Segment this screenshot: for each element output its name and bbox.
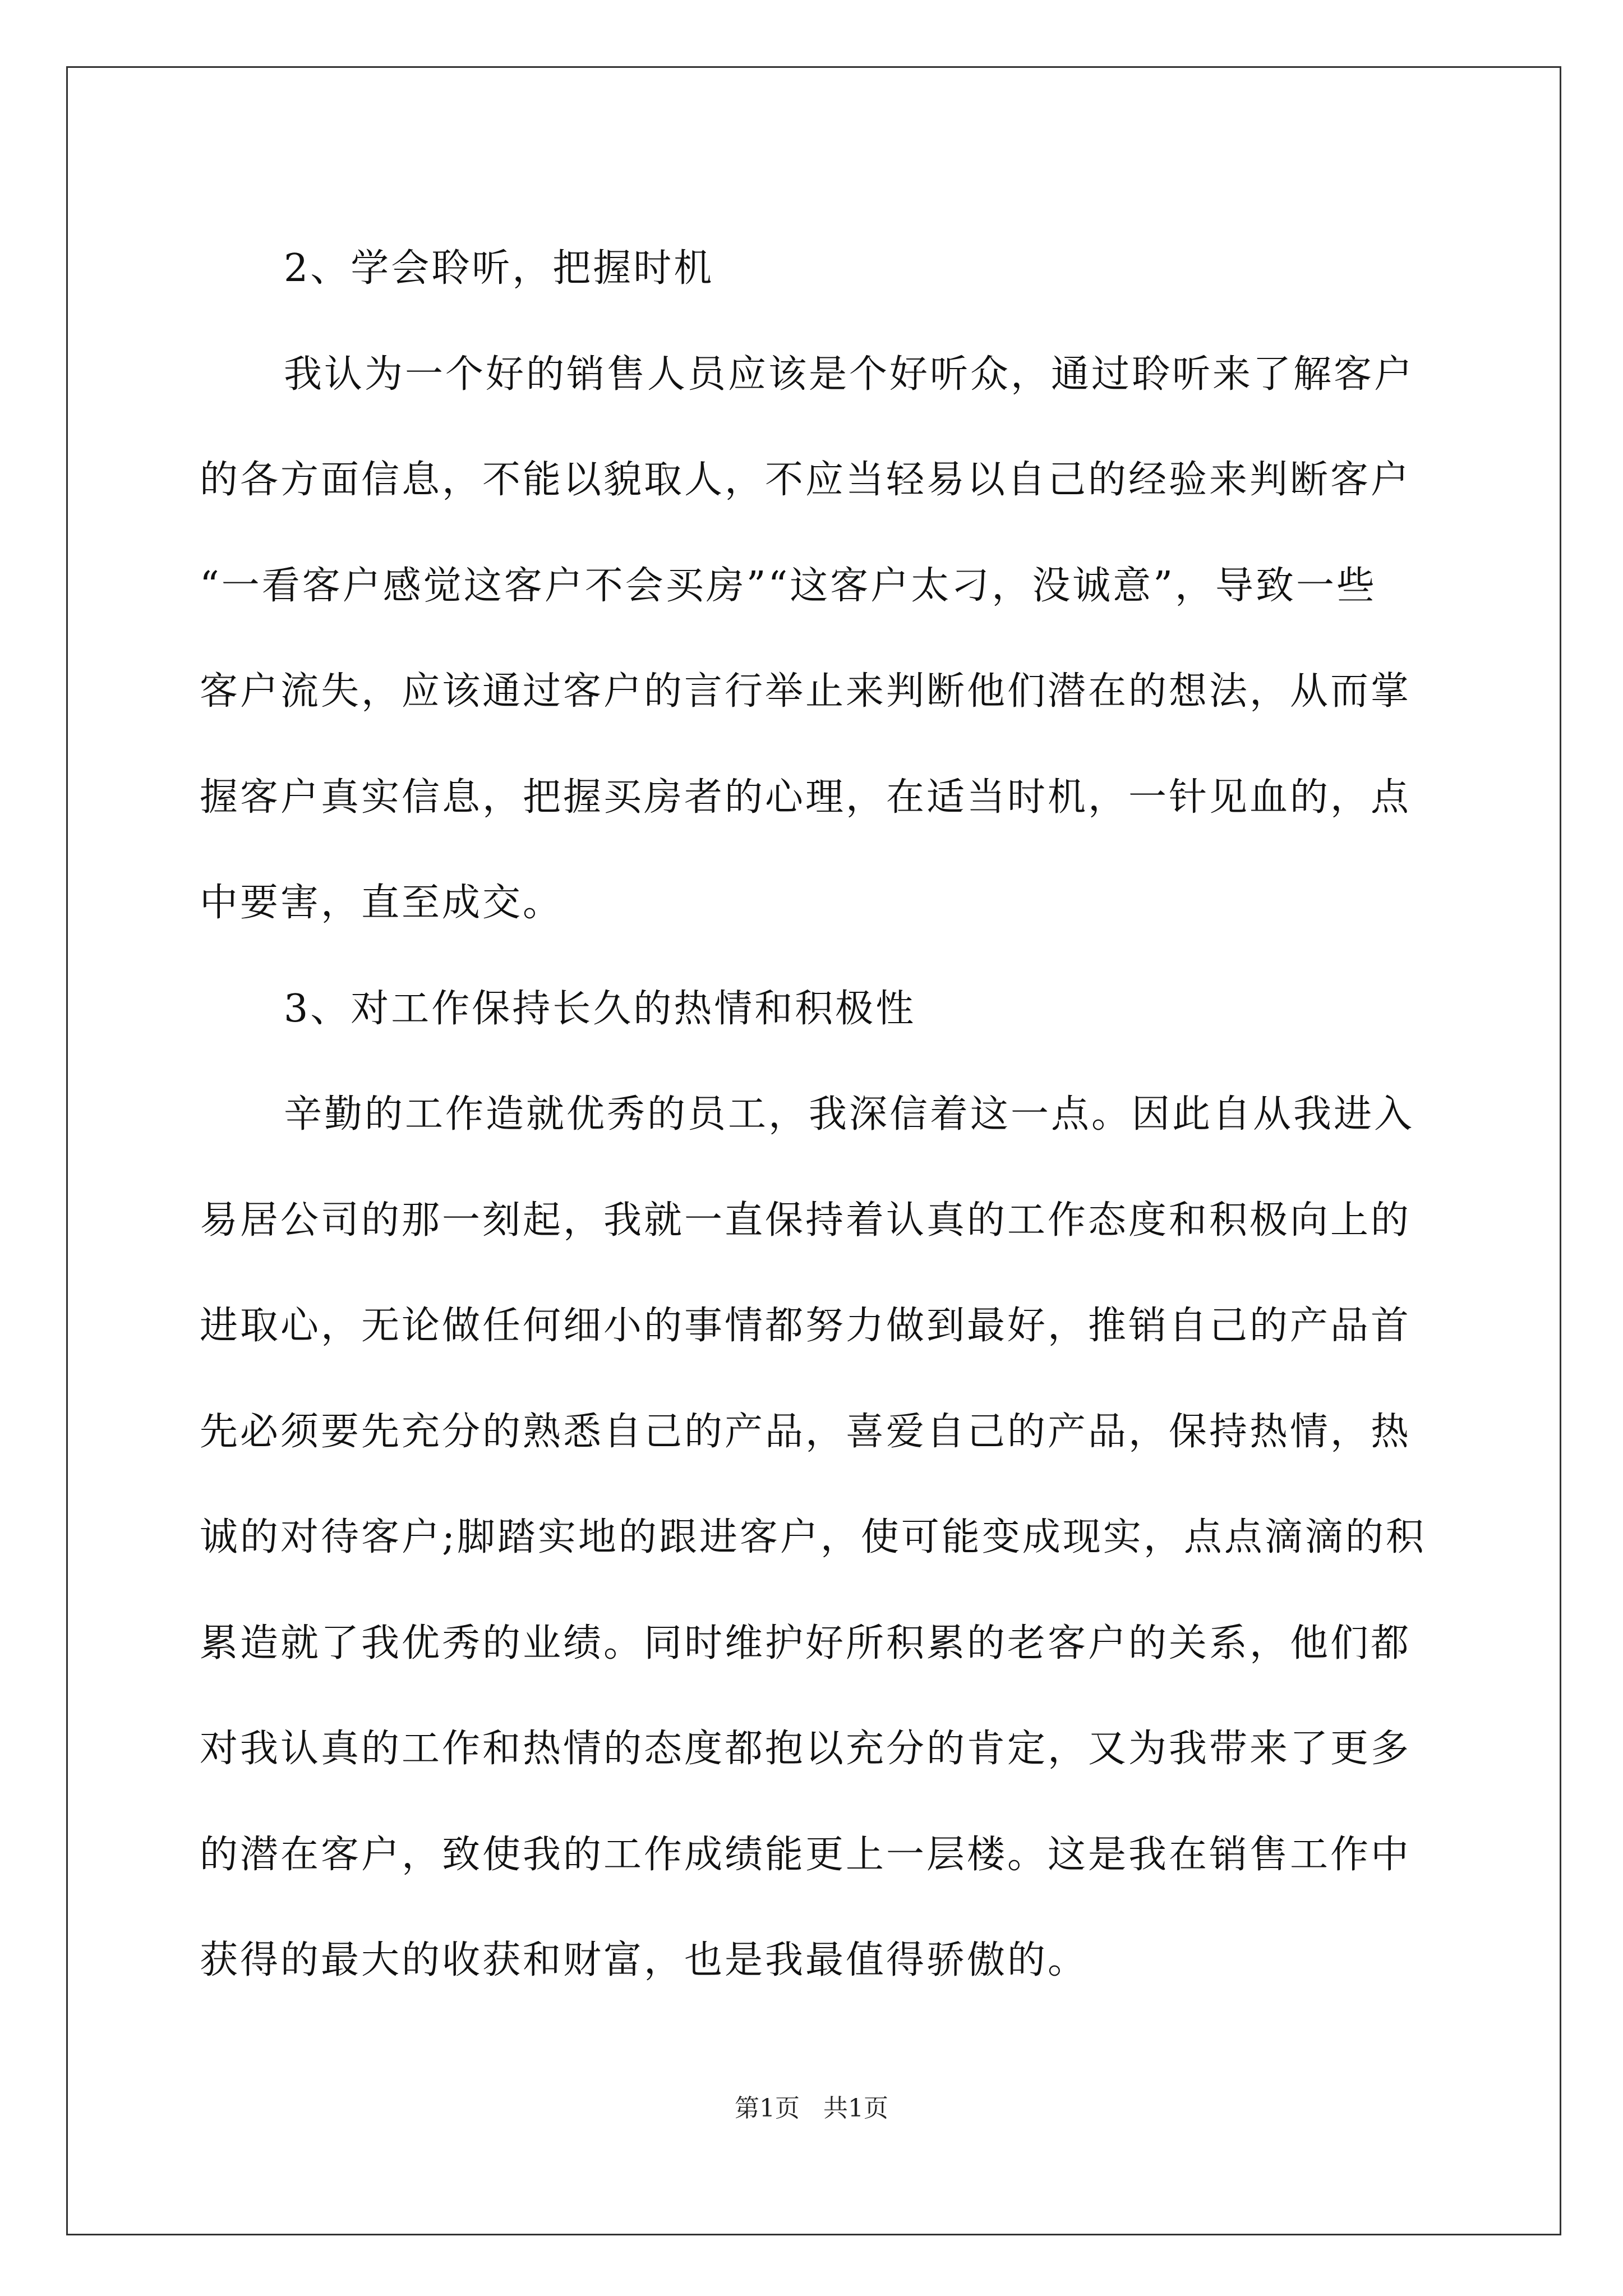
paragraph-line: 诚的对待客户;脚踏实地的跟进客户，使可能变成现实，点点滴滴的积 — [200, 1515, 1426, 1559]
paragraph-line: 进取心，无论做任何细小的事情都努力做到最好，推销自己的产品首 — [200, 1304, 1412, 1348]
page-number: 第1页 共1页 — [735, 2094, 888, 2123]
paragraph-line: 对我认真的工作和热情的态度都抱以充分的肯定，又为我带来了更多 — [200, 1727, 1412, 1771]
paragraph-line: 握客户真实信息，把握买房者的心理，在适当时机，一针见血的，点 — [200, 775, 1412, 820]
section-heading-2: 2、学会聆听，把握时机 — [284, 246, 714, 291]
paragraph-line: 先必须要先充分的熟悉自己的产品，喜爱自己的产品，保持热情，热 — [200, 1409, 1412, 1454]
page-footer — [0, 2088, 1623, 2124]
paragraph-line: 辛勤的工作造就优秀的员工，我深信着这一点。因此自从我进入 — [284, 1092, 1415, 1137]
paragraph-line: 中要害，直至成交。 — [200, 881, 564, 925]
paragraph-line: 我认为一个好的销售人员应该是个好听众，通过聆听来了解客户 — [284, 352, 1415, 397]
paragraph-line: 客户流失，应该通过客户的言行举止来判断他们潜在的想法，从而掌 — [200, 669, 1412, 714]
paragraph-line: 的各方面信息，不能以貌取人，不应当轻易以自己的经验来判断客户 — [200, 458, 1412, 502]
section-heading-3: 3、对工作保持长久的热情和积极性 — [284, 986, 916, 1031]
paragraph-line: 获得的最大的收获和财富，也是我最值得骄傲的。 — [200, 1938, 1089, 1982]
paragraph-line: “一看客户感觉这客户不会买房”“这客户太刁，没诚意”，导致一些 — [200, 563, 1377, 608]
paragraph-line: 易居公司的那一刻起，我就一直保持着认真的工作态度和积极向上的 — [200, 1198, 1412, 1243]
paragraph-line: 累造就了我优秀的业绩。同时维护好所积累的老客户的关系，他们都 — [200, 1621, 1412, 1665]
paragraph-line: 的潜在客户，致使我的工作成绩能更上一层楼。这是我在销售工作中 — [200, 1832, 1412, 1877]
document-body — [200, 216, 1433, 2014]
